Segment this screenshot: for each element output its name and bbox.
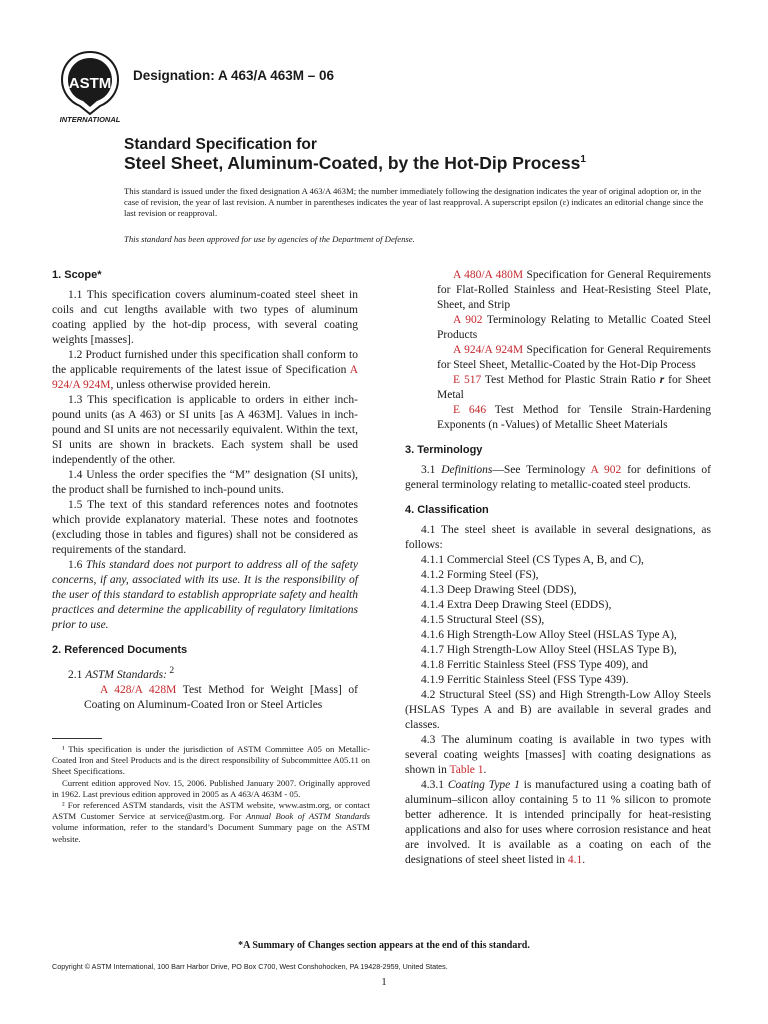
astm-standards: 2.1 ASTM Standards: $^2$ bbox=[68, 665, 175, 681]
link-a480[interactable]: A 480/A 480M bbox=[453, 269, 524, 281]
footnote-1b: Current edition approved Nov. 15, 2006. Published January 2007. Originally approved in 1962. Last previous edition approved in 2005 as A 463/A 463M - 05. bbox=[52, 777, 370, 799]
title-line1: Standard Specification for bbox=[124, 136, 317, 153]
link-a924-ref[interactable]: A 924/A 924M bbox=[453, 344, 524, 356]
scope-1-6: 1.6 This standard does not purport to address all of the safety concerns, if any, associated with its use. It is the responsibility of the user of this standard to establish appropriate safety and health practices and determine the applicability of regulatory limitations prior to use. bbox=[52, 559, 358, 631]
list-item: 4.1.6 High Strength-Low Alloy Steel (HSLAS Type A), bbox=[421, 629, 677, 641]
scope-1-3: 1.3 This specification is applicable to orders in either inch-pound units (as A 463) or SI units [as A 463M]. Values in inch-pound and SI units are not necessarily equivalent. Within the text, SI units are shown in brackets. Each system shall be used independently of the other. bbox=[52, 394, 358, 466]
classification-4-3-1: 4.3.1 Coating Type 1 is manufactured using a coating bath of aluminum–silicon alloy containing 5 to 11 % silicon to promote better adherence. It is intended principally for heat-resisting applications and also for uses where corrosion resistance and heat are involved. It is available as a coating on each of the designations of steel sheet listed in 4.1. bbox=[405, 779, 712, 866]
list-item: 4.1.2 Forming Steel (FS), bbox=[421, 569, 539, 581]
designation: Designation: A 463/A 463M – 06 bbox=[133, 68, 335, 83]
ref-a924: A 924/A 924M Specification for General Requirements for Steel Sheet, Metallic-Coated by the Hot-Dip Process bbox=[437, 344, 711, 371]
scope-1-2: 1.2 Product furnished under this specification shall conform to the applicable requirements of the latest issue of Specification A 924/A 924M, unless otherwise provided herein. bbox=[52, 349, 358, 391]
list-item: 4.1.9 Ferritic Stainless Steel (FSS Type 439). bbox=[421, 674, 629, 686]
footnote-1: ¹ This specification is under the jurisdiction of ASTM Committee A05 on Metallic-Coated Iron and Steel Products and is the direct responsibility of Subcommittee A05.11 on Sheet Specifications. bbox=[52, 744, 370, 777]
scope-1-1: 1.1 This specification covers aluminum-coated steel sheet in coils and cut lengths available with two types of aluminum coating applied by the hot-dip process, with several coating weights [masses]. bbox=[52, 289, 358, 346]
scope-1-5: 1.5 The text of this standard references notes and footnotes which provide explanatory material. These notes and footnotes (excluding those in tables and figures) shall not be considered as requirements of the standard. bbox=[52, 499, 358, 556]
terminology-heading: 3. Terminology bbox=[405, 444, 483, 456]
classification-4-2: 4.2 Structural Steel (SS) and High Strength-Low Alloy Steels (HSLAS Types A and B) are available in several grades and classes. bbox=[405, 689, 711, 731]
svg-text:ASTM: ASTM bbox=[68, 75, 112, 92]
link-e517[interactable]: E 517 bbox=[453, 374, 482, 386]
link-a924[interactable]: A 924/A 924M bbox=[52, 364, 358, 391]
list-item: 4.1.8 Ferritic Stainless Steel (FSS Type 409), and bbox=[421, 659, 649, 671]
link-a428[interactable]: A 428/A 428M bbox=[100, 683, 177, 696]
link-a902[interactable]: A 902 bbox=[453, 314, 483, 326]
astm-logo bbox=[56, 50, 124, 124]
ref-a428: A 428/A 428M Test Method for Weight [Mass] of Coating on Aluminum-Coated Iron or Steel Articles bbox=[84, 683, 358, 711]
ref-a480: A 480/A 480M Specification for General Requirements for Flat-Rolled Stainless and Heat-Resisting Steel Plate, Sheet, and Strip bbox=[437, 269, 711, 311]
list-item: 4.1.5 Structural Steel (SS), bbox=[421, 614, 545, 626]
classification-4-3: 4.3 The aluminum coating is available in two types with several coating weights [masses] with coating designations as shown in Table 1. bbox=[405, 734, 711, 776]
list-item: 4.1.7 High Strength-Low Alloy Steel (HSLAS Type B), bbox=[421, 644, 677, 656]
footnote-divider bbox=[52, 738, 102, 739]
classification-4-1: 4.1 The steel sheet is available in several designations, as follows: bbox=[405, 524, 711, 551]
footnote-2: ² For referenced ASTM standards, visit the ASTM website, www.astm.org, or contact ASTM Customer Service at service@astm.org. For Annual Book of ASTM Standards volume information, refer to the standard’s Document Summary page on the ASTM website. bbox=[52, 800, 370, 844]
link-e646[interactable]: E 646 bbox=[453, 404, 487, 416]
list-item: 4.1.3 Deep Drawing Steel (DDS), bbox=[421, 584, 577, 596]
copyright: Copyright © ASTM International, 100 Barr Harbor Drive, PO Box C700, West Conshohocken, PA 19428-2959, United States. bbox=[52, 962, 448, 971]
link-4-1[interactable]: 4.1 bbox=[567, 854, 583, 866]
page-number: 1 bbox=[381, 976, 387, 988]
approved-text: This standard has been approved for use by agencies of the Department of Defense. bbox=[124, 234, 415, 244]
terminology-3-1: 3.1 Definitions—See Terminology A 902 for definitions of general terminology relating to metallic-coated steel products. bbox=[405, 464, 711, 491]
title-footnote-ref[interactable]: 1 bbox=[580, 154, 586, 166]
ref-a902: A 902 Terminology Relating to Metallic Coated Steel Products bbox=[437, 314, 711, 341]
referenced-heading: 2. Referenced Documents bbox=[52, 644, 188, 656]
right-column bbox=[405, 268, 711, 868]
summary-note: *A Summary of Changes section appears at the end of this standard. bbox=[238, 940, 530, 951]
ref-e646: E 646 Test Method for Tensile Strain-Hardening Exponents (n -Values) of Metallic Sheet Materials bbox=[437, 404, 711, 431]
list-item: 4.1.4 Extra Deep Drawing Steel (EDDS), bbox=[421, 599, 612, 611]
list-item: 4.1.1 Commercial Steel (CS Types A, B, and C), bbox=[421, 554, 644, 566]
link-a902-term[interactable]: A 902 bbox=[590, 464, 622, 476]
scope-heading: 1. Scope* bbox=[52, 269, 102, 281]
left-column bbox=[52, 268, 358, 713]
link-table-1[interactable]: Table 1 bbox=[449, 764, 484, 776]
scope-1-4: 1.4 Unless the order specifies the “M” designation (SI units), the product shall be furnished to inch-pound units. bbox=[52, 469, 358, 496]
intro-text: This standard is issued under the fixed designation A 463/A 463M; the number immediately following the designation indicates the year of original adoption or, in the case of revision, the year of last revision. A number in parentheses indicates the year of last reapproval. A superscript epsilon (ε) indicates an editorial change since the last revision or reapproval. bbox=[124, 186, 704, 219]
title-line2: Steel Sheet, Aluminum-Coated, by the Hot-Dip Process$^1$ bbox=[124, 153, 586, 173]
classification-heading: 4. Classification bbox=[405, 504, 489, 516]
ref-e517: E 517 Test Method for Plastic Strain Ratio r for Sheet Metal bbox=[437, 374, 711, 401]
svg-text:INTERNATIONAL: INTERNATIONAL bbox=[59, 115, 121, 124]
footnotes bbox=[52, 744, 370, 845]
